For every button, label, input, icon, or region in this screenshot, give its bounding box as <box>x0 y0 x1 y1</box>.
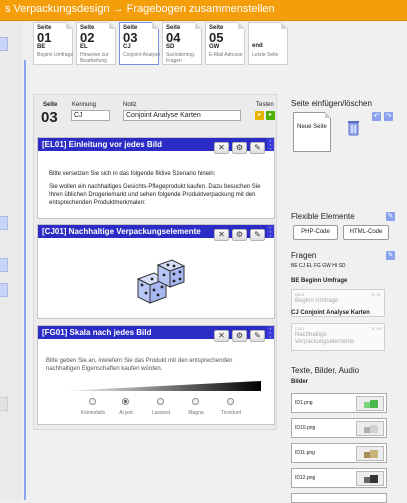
page-tab-label: Seite <box>209 25 224 31</box>
images-heading: Bilder <box>291 379 309 385</box>
sidebar <box>286 94 407 500</box>
scale-radio-3[interactable] <box>157 398 164 405</box>
group-heading: BE Beginn Umfrage <box>291 278 348 284</box>
page-tab-end[interactable] <box>248 22 288 65</box>
dice-icon <box>128 257 190 309</box>
image-name: ID12.png <box>295 475 316 481</box>
question-actions <box>211 142 265 155</box>
page-header <box>34 95 278 129</box>
question-text: Bitte geben Sie an, inwiefern Sie das Produkt mit den entsprechenden nachhaltigen Eigenschaften kaufen würden. <box>46 358 233 372</box>
scale-radio-4[interactable] <box>192 398 199 405</box>
drag-handle-icon[interactable]: ▪ ▪ ▪ <box>267 326 274 339</box>
group-heading: CJ Conjoint Analyse Karten <box>291 310 370 316</box>
scale-label: Lassiest <box>151 410 171 416</box>
test-page-icon[interactable]: ▸ <box>255 111 264 120</box>
page-tab-label: Seite <box>123 25 138 31</box>
question-card-name: Beginn Umfrage <box>295 298 339 304</box>
page-tab-number: 01 <box>37 30 52 45</box>
question-block <box>37 325 275 425</box>
page-tab-label: Seite <box>166 25 181 31</box>
page-tab-code: SD <box>166 44 175 50</box>
page-tab-05[interactable] <box>205 22 245 65</box>
page-tab-01[interactable] <box>33 22 73 65</box>
page-tab-label: Seite <box>80 25 95 31</box>
scale-label: Al jest <box>119 410 133 416</box>
page-tab-code: BE <box>37 44 46 50</box>
page-tab-04[interactable] <box>162 22 202 65</box>
kennung-label: Kennung <box>72 102 97 108</box>
page-tab-03[interactable] <box>119 22 159 65</box>
page-tab-desc: Hinweise zur Bearbeitung <box>80 52 109 64</box>
image-name: ID11.png <box>295 450 315 456</box>
scale-label: Keinesfalls <box>80 410 106 416</box>
image-item[interactable] <box>291 468 387 488</box>
page-tab-desc: Beginn Umfrage <box>37 52 74 58</box>
media-heading: Texte, Bilder, Audio <box>291 366 360 375</box>
page-tab-code: CJ <box>123 44 131 50</box>
insert-delete-heading: Seite einfügen/löschen <box>291 99 372 108</box>
notiz-input[interactable]: Conjoint Analyse Karten <box>123 110 241 121</box>
page-number: 03 <box>41 109 58 126</box>
scale-radio-5[interactable] <box>227 398 234 405</box>
image-thumbnail <box>356 396 384 411</box>
php-code-button[interactable]: PHP-Code <box>293 225 338 240</box>
page-title: s Verpackungsdesign → Fragebogen zusammenstellen <box>5 3 275 15</box>
question-card-page: S. 03 <box>371 326 381 331</box>
question-block <box>37 137 275 219</box>
left-tab[interactable] <box>0 258 8 272</box>
divider <box>24 60 26 500</box>
drag-handle-icon[interactable]: ▪ ▪ ▪ <box>267 225 274 238</box>
left-tab[interactable] <box>0 216 8 230</box>
undo-icon[interactable]: ↶ <box>373 113 380 120</box>
drag-handle-icon[interactable]: ▪ ▪ ▪ <box>267 138 274 151</box>
image-thumbnail <box>356 446 384 461</box>
page-tab-02[interactable] <box>76 22 116 65</box>
page-tab-code: GW <box>209 44 220 50</box>
image-name: ID1.png <box>295 400 313 406</box>
scale-gradient <box>61 381 261 391</box>
new-page-label: Neue Seite <box>297 124 327 130</box>
page-tab-number: 04 <box>166 30 181 45</box>
seite-label: Seite <box>43 102 58 108</box>
edit-icon[interactable]: ✎ <box>250 142 265 154</box>
image-thumbnail <box>356 471 384 486</box>
page-tab-desc: Conjoint Analyse <box>123 52 161 58</box>
question-actions <box>211 229 265 242</box>
page-tab-code: EL <box>80 44 88 50</box>
page-tab-number: 05 <box>209 30 224 45</box>
delete-icon[interactable]: ✕ <box>214 142 229 154</box>
image-item[interactable] <box>291 443 387 463</box>
image-name: ID10.png <box>295 425 316 431</box>
new-page-button[interactable] <box>293 112 331 152</box>
question-card-id: BE01 <box>295 292 305 297</box>
left-tab[interactable] <box>0 37 8 51</box>
page-tab-desc: Soziodemog. Fragen <box>166 52 196 64</box>
page-tab-desc: E-Mail Adresse <box>209 52 243 58</box>
image-item[interactable] <box>291 418 387 438</box>
left-tab[interactable] <box>0 283 8 297</box>
question-codes[interactable]: BE CJ EL FG GW HI SD <box>291 263 346 269</box>
questions-heading: Fragen <box>291 251 317 260</box>
edit-icon[interactable]: ✎ <box>387 213 394 220</box>
question-card-page: S. 01 <box>371 292 381 297</box>
test-run-icon[interactable]: ▸ <box>266 111 275 120</box>
gear-icon[interactable]: ⚙ <box>232 142 247 154</box>
question-card-id: CJ01 <box>295 326 305 331</box>
question-title: [FG01] Skala nach jedes Bild <box>42 328 152 337</box>
page-tab-number: 02 <box>80 30 95 45</box>
scale-radio-2[interactable] <box>122 398 129 405</box>
image-thumbnail <box>356 421 384 436</box>
gear-icon[interactable]: ⚙ <box>232 229 247 241</box>
question-title: [EL01] Einleitung vor jedes Bild <box>42 140 163 149</box>
question-text: Bitte versetzen Sie sich in das folgende fiktive Szenario hinein: <box>49 171 216 177</box>
question-card-name: Nachhaltige Verpackungselemente <box>295 332 355 345</box>
left-panel <box>0 21 22 500</box>
question-text: Sie wollen ein nachhaltiges Gesichts-Pflegeprodukt kaufen. Dazu besuchen Sie Ihren üblichen Drogeriemarkt und sehen folgende Produktverpackung mit den entsprechenden Produktmerkmalen: <box>49 184 261 206</box>
page-tab-desc: Letzte Seite <box>252 52 279 58</box>
edit-icon[interactable]: ✎ <box>250 330 265 342</box>
question-card[interactable] <box>291 323 385 351</box>
image-item[interactable] <box>291 393 387 413</box>
trash-icon[interactable] <box>347 119 360 136</box>
question-title: [CJ01] Nachhaltige Verpackungselemente <box>42 227 201 236</box>
redo-icon[interactable]: ↷ <box>385 113 392 120</box>
scale-label: Tincidunt <box>220 410 242 416</box>
gear-icon[interactable]: ⚙ <box>232 330 247 342</box>
testen-label: Testen <box>256 102 274 108</box>
image-item[interactable] <box>291 493 387 503</box>
edit-icon[interactable]: ✎ <box>250 229 265 241</box>
flexible-heading: Flexible Elemente <box>291 212 355 221</box>
top-bar <box>0 0 407 21</box>
kennung-input[interactable]: CJ <box>71 110 110 121</box>
question-block <box>37 224 275 319</box>
page-tab-label: end <box>252 43 263 49</box>
left-tab[interactable] <box>0 397 8 411</box>
page-tab-number: 03 <box>123 30 138 45</box>
page-editor <box>33 94 277 430</box>
scale-radio-1[interactable] <box>89 398 96 405</box>
question-actions <box>211 330 265 343</box>
notiz-label: Notiz <box>123 102 137 108</box>
scale-label: Magna <box>188 410 204 416</box>
edit-icon[interactable]: ✎ <box>387 252 394 259</box>
delete-icon[interactable]: ✕ <box>214 330 229 342</box>
page-tab-label: Seite <box>37 25 52 31</box>
delete-icon[interactable]: ✕ <box>214 229 229 241</box>
html-code-button[interactable]: HTML-Code <box>343 225 389 240</box>
